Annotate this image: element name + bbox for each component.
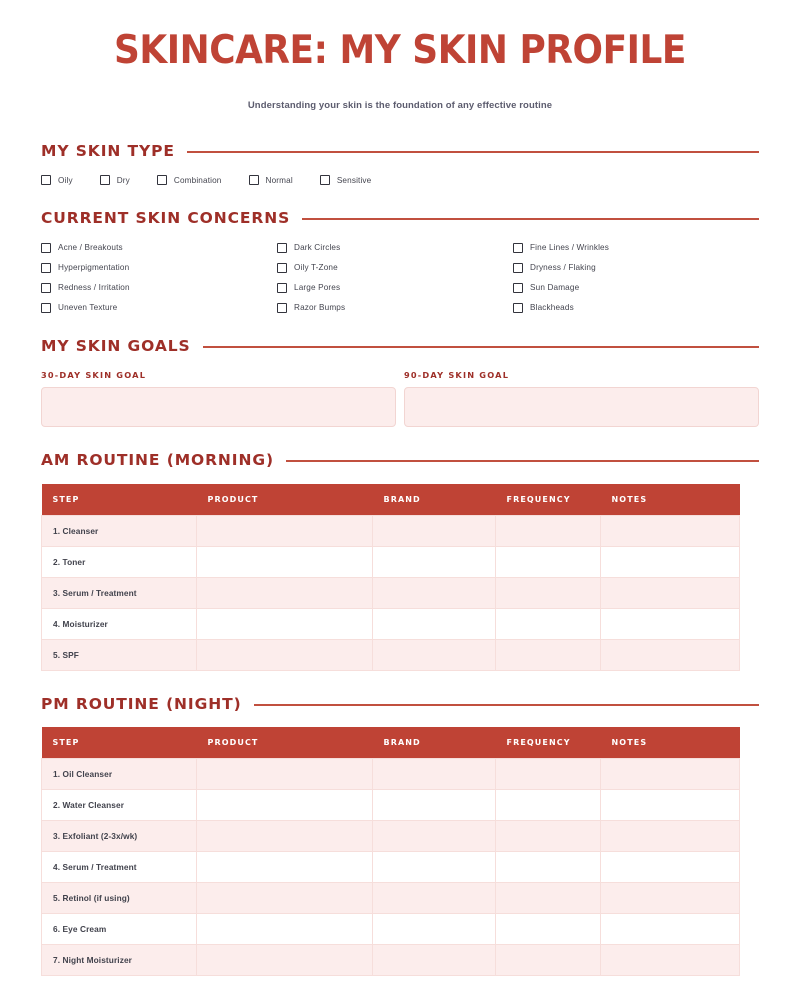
cell-frequency[interactable] <box>496 945 601 976</box>
section-skin-goals <box>41 336 759 428</box>
table-row <box>42 790 740 821</box>
goal-field-label: 30-DAY SKIN GOAL <box>41 370 147 381</box>
checkbox-option-oily-t-zone[interactable] <box>277 263 513 273</box>
cell-product[interactable] <box>197 639 373 670</box>
column-header-product: PRODUCT <box>197 727 373 759</box>
pm-routine-table-body <box>42 759 740 976</box>
goal-input-box[interactable] <box>41 387 396 427</box>
checkbox-option-normal[interactable] <box>249 175 293 185</box>
checkbox-icon[interactable] <box>513 263 523 273</box>
section-divider-rule <box>286 460 759 462</box>
checkbox-option-combination[interactable] <box>157 175 222 185</box>
row-step-label: 3. Serum / Treatment <box>42 577 197 608</box>
cell-notes[interactable] <box>601 790 740 821</box>
section-skin-concerns <box>41 211 759 313</box>
checkbox-label: Dry <box>116 175 130 185</box>
checkbox-option-sensitive[interactable] <box>320 175 372 185</box>
pm-routine-heading-row <box>41 694 759 713</box>
cell-product[interactable] <box>197 546 373 577</box>
checkbox-option-large-pores[interactable] <box>277 283 513 293</box>
section-am-routine <box>41 453 759 671</box>
checkbox-icon[interactable] <box>157 175 167 185</box>
table-row <box>42 639 740 670</box>
checkbox-option-acne-breakouts[interactable] <box>41 243 277 253</box>
checkbox-option-razor-bumps[interactable] <box>277 303 513 313</box>
cell-brand[interactable] <box>373 577 496 608</box>
checkbox-label: Redness / Irritation <box>58 283 130 293</box>
checkbox-label: Blackheads <box>530 303 574 313</box>
pm-routine-table <box>41 727 740 976</box>
cell-product[interactable] <box>197 883 373 914</box>
cell-product[interactable] <box>197 577 373 608</box>
column-header-product: PRODUCT <box>197 484 373 516</box>
checkbox-option-uneven-texture[interactable] <box>41 303 277 313</box>
checkbox-label: Normal <box>265 175 293 185</box>
table-row <box>42 577 740 608</box>
cell-frequency[interactable] <box>496 914 601 945</box>
column-header-step: STEP <box>42 484 197 516</box>
skincare-profile-page <box>0 30 800 1008</box>
cell-product[interactable] <box>197 852 373 883</box>
cell-notes[interactable] <box>601 608 740 639</box>
column-header-frequency: FREQUENCY <box>496 484 601 516</box>
checkbox-label: Dryness / Flaking <box>530 263 596 273</box>
checkbox-icon[interactable] <box>320 175 330 185</box>
checkbox-label: Oily <box>58 175 73 185</box>
checkbox-label: Sensitive <box>336 175 372 185</box>
checkbox-option-dryness-flaking[interactable] <box>513 263 759 273</box>
cell-product[interactable] <box>197 945 373 976</box>
am-routine-table-head <box>42 484 740 516</box>
section-skin-type <box>41 141 759 186</box>
page-title: SKINCARE: MY SKIN PROFILE <box>114 28 686 73</box>
checkbox-icon[interactable] <box>41 303 51 313</box>
cell-frequency[interactable] <box>496 608 601 639</box>
cell-frequency[interactable] <box>496 821 601 852</box>
cell-brand[interactable] <box>373 852 496 883</box>
am-routine-table <box>41 484 740 671</box>
cell-brand[interactable] <box>373 914 496 945</box>
cell-frequency[interactable] <box>496 790 601 821</box>
cell-product[interactable] <box>197 821 373 852</box>
cell-brand[interactable] <box>373 790 496 821</box>
checkbox-label: Combination <box>173 175 222 185</box>
row-step-label: 2. Toner <box>42 546 197 577</box>
checkbox-option-redness-irritation[interactable] <box>41 283 277 293</box>
checkbox-icon[interactable] <box>100 175 110 185</box>
checkbox-icon[interactable] <box>277 283 287 293</box>
checkbox-icon[interactable] <box>41 263 51 273</box>
checkbox-option-dark-circles[interactable] <box>277 243 513 253</box>
checkbox-icon[interactable] <box>277 303 287 313</box>
checkbox-option-fine-lines-wrinkles[interactable] <box>513 243 759 253</box>
checkbox-label: Uneven Texture <box>58 303 118 313</box>
goal-field-label: 90-DAY SKIN GOAL <box>404 370 510 381</box>
cell-frequency[interactable] <box>496 759 601 790</box>
checkbox-icon[interactable] <box>41 283 51 293</box>
column-header-brand: BRAND <box>373 727 496 759</box>
column-header-step: STEP <box>42 727 197 759</box>
cell-frequency[interactable] <box>496 852 601 883</box>
checkbox-option-dry[interactable] <box>100 175 130 185</box>
cell-notes[interactable] <box>601 914 740 945</box>
pm-routine-table-head <box>42 727 740 759</box>
cell-product[interactable] <box>197 914 373 945</box>
cell-notes[interactable] <box>601 883 740 914</box>
row-step-label: 1. Cleanser <box>42 515 197 546</box>
goal-field-90-day-skin-goal <box>404 370 759 427</box>
checkbox-option-hyperpigmentation[interactable] <box>41 263 277 273</box>
section-divider-rule <box>203 346 759 348</box>
goals-fields <box>41 370 759 427</box>
cell-notes[interactable] <box>601 515 740 546</box>
row-step-label: 4. Moisturizer <box>42 608 197 639</box>
checkbox-label: Dark Circles <box>294 243 341 253</box>
checkbox-icon[interactable] <box>41 243 51 253</box>
cell-brand[interactable] <box>373 546 496 577</box>
table-row <box>42 759 740 790</box>
skin-type-heading: MY SKIN TYPE <box>41 141 175 160</box>
checkbox-option-sun-damage[interactable] <box>513 283 759 293</box>
cell-product[interactable] <box>197 790 373 821</box>
checkbox-icon[interactable] <box>41 175 51 185</box>
table-header-row <box>42 727 740 759</box>
row-step-label: 1. Oil Cleanser <box>42 759 197 790</box>
checkbox-icon[interactable] <box>277 243 287 253</box>
cell-brand[interactable] <box>373 639 496 670</box>
cell-notes[interactable] <box>601 546 740 577</box>
checkbox-label: Fine Lines / Wrinkles <box>530 243 609 253</box>
cell-brand[interactable] <box>373 515 496 546</box>
cell-product[interactable] <box>197 608 373 639</box>
concerns-heading-row <box>41 211 759 227</box>
cell-product[interactable] <box>197 515 373 546</box>
concerns-options <box>41 243 759 313</box>
row-step-label: 4. Serum / Treatment <box>42 852 197 883</box>
table-row <box>42 546 740 577</box>
checkbox-icon[interactable] <box>513 283 523 293</box>
cell-notes[interactable] <box>601 852 740 883</box>
goals-heading: MY SKIN GOALS <box>41 336 191 355</box>
cell-notes[interactable] <box>601 639 740 670</box>
row-step-label: 6. Eye Cream <box>42 914 197 945</box>
concerns-heading: CURRENT SKIN CONCERNS <box>41 209 291 228</box>
cell-brand[interactable] <box>373 608 496 639</box>
table-row <box>42 852 740 883</box>
am-routine-heading-row <box>41 453 759 469</box>
goal-input-box[interactable] <box>404 387 759 427</box>
table-header-row <box>42 484 740 516</box>
checkbox-label: Razor Bumps <box>294 303 346 313</box>
column-header-notes: NOTES <box>601 727 740 759</box>
checkbox-option-oily[interactable] <box>41 175 73 185</box>
skin-type-heading-row <box>41 141 759 160</box>
checkbox-icon[interactable] <box>277 263 287 273</box>
goals-heading-row <box>41 336 759 355</box>
column-header-frequency: FREQUENCY <box>496 727 601 759</box>
cell-brand[interactable] <box>373 883 496 914</box>
cell-frequency[interactable] <box>496 577 601 608</box>
row-step-label: 3. Exfoliant (2-3x/wk) <box>42 821 197 852</box>
table-row <box>42 608 740 639</box>
table-row <box>42 914 740 945</box>
checkbox-label: Acne / Breakouts <box>58 243 123 253</box>
cell-brand[interactable] <box>373 759 496 790</box>
checkbox-label: Sun Damage <box>530 283 580 293</box>
table-row <box>42 883 740 914</box>
cell-frequency[interactable] <box>496 515 601 546</box>
column-header-brand: BRAND <box>373 484 496 516</box>
checkbox-option-blackheads[interactable] <box>513 303 759 313</box>
table-row <box>42 821 740 852</box>
skin-type-options <box>41 175 759 185</box>
checkbox-icon[interactable] <box>513 303 523 313</box>
cell-product[interactable] <box>197 759 373 790</box>
checkbox-icon[interactable] <box>513 243 523 253</box>
goal-field-30-day-skin-goal <box>41 370 396 427</box>
section-divider-rule <box>187 151 759 153</box>
cell-frequency[interactable] <box>496 883 601 914</box>
cell-notes[interactable] <box>601 759 740 790</box>
am-routine-heading: AM ROUTINE (MORNING) <box>41 451 274 470</box>
cell-notes[interactable] <box>601 821 740 852</box>
pm-routine-heading: PM ROUTINE (NIGHT) <box>41 694 242 713</box>
table-row <box>42 945 740 976</box>
cell-brand[interactable] <box>373 945 496 976</box>
section-divider-rule <box>302 218 759 220</box>
page-subtitle: Understanding your skin is the foundation of any effective routine <box>247 99 553 111</box>
checkbox-label: Oily T-Zone <box>294 263 338 273</box>
cell-brand[interactable] <box>373 821 496 852</box>
checkbox-icon[interactable] <box>249 175 259 185</box>
row-step-label: 5. SPF <box>42 639 197 670</box>
cell-notes[interactable] <box>601 577 740 608</box>
section-pm-routine <box>41 694 759 977</box>
column-header-notes: NOTES <box>601 484 740 516</box>
cell-frequency[interactable] <box>496 639 601 670</box>
row-step-label: 7. Night Moisturizer <box>42 945 197 976</box>
checkbox-label: Hyperpigmentation <box>58 263 130 273</box>
cell-frequency[interactable] <box>496 546 601 577</box>
row-step-label: 2. Water Cleanser <box>42 790 197 821</box>
am-routine-table-body <box>42 515 740 670</box>
row-step-label: 5. Retinol (if using) <box>42 883 197 914</box>
section-divider-rule <box>254 704 759 706</box>
table-row <box>42 515 740 546</box>
cell-notes[interactable] <box>601 945 740 976</box>
checkbox-label: Large Pores <box>294 283 341 293</box>
